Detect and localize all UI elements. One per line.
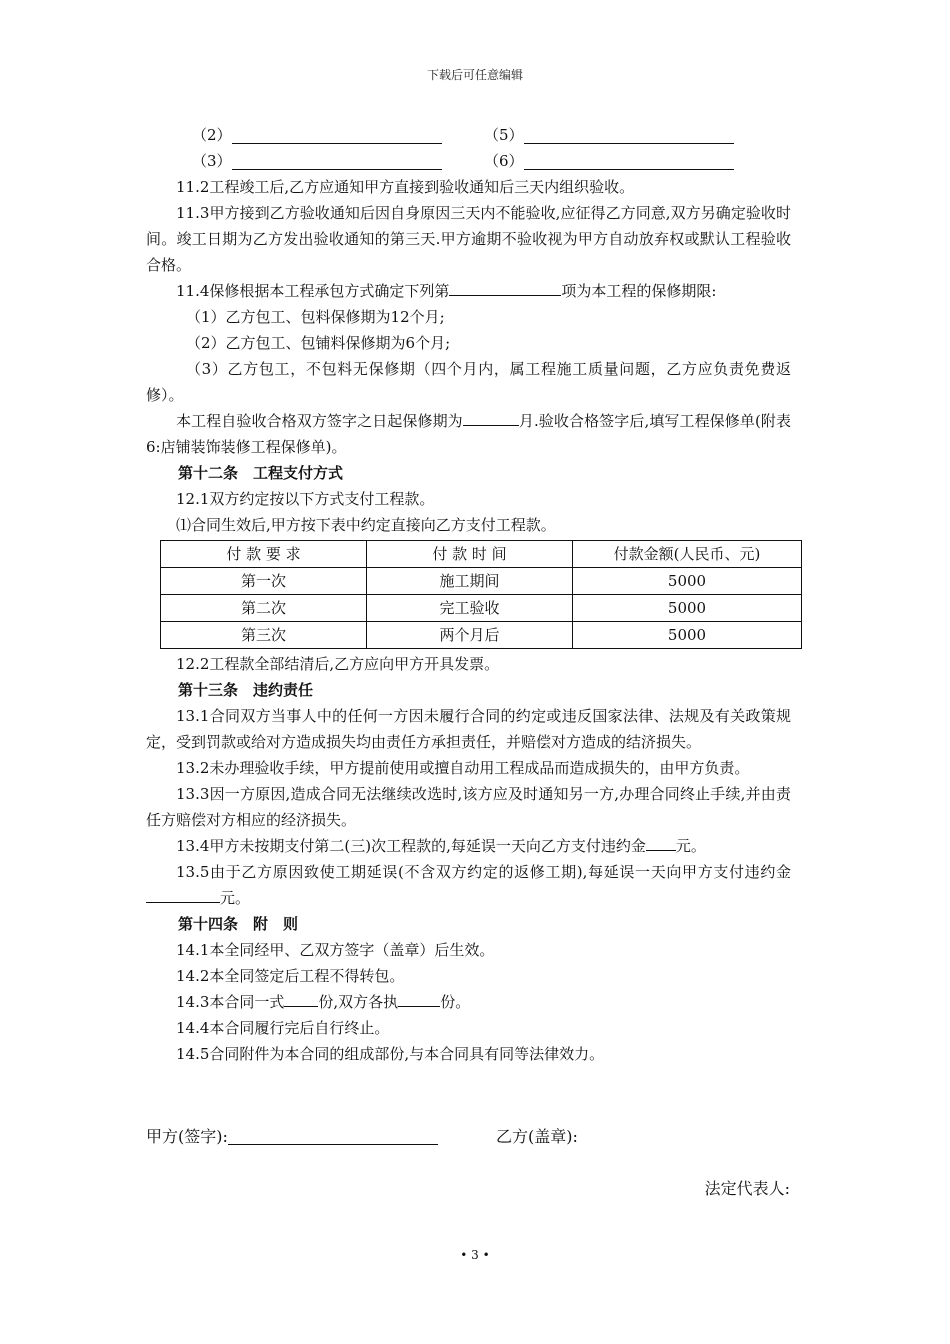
section-14-heading: 第十四条 附 则 [178, 915, 299, 933]
table-cell: 5000 [573, 595, 802, 622]
table-cell: 第一次 [161, 568, 367, 595]
section-13-heading: 第十三条 违约责任 [178, 681, 314, 699]
blank-item: （3） [192, 148, 462, 174]
clause-12-1-1: ⑴合同生效后,甲方按下表中约定直接向乙方支付工程款。 [176, 516, 556, 534]
fill-blank[interactable] [284, 990, 318, 1007]
table-cell: 5000 [573, 568, 802, 595]
table-cell: 两个月后 [367, 622, 573, 649]
blank-item: （2） [192, 122, 462, 148]
clause-12-1: 12.1双方约定按以下方式支付工程款。 [176, 490, 435, 508]
warranty-option-2: （2）乙方包工、包铺料保修期为6个月; [186, 334, 451, 352]
fill-blank[interactable] [524, 127, 734, 144]
clause-11-2: 11.2工程竣工后,乙方应通知甲方直接到验收通知后三天内组织验收。 [176, 178, 635, 196]
table-row [161, 568, 802, 595]
clause-14-4: 14.4本合同履行完后自行终止。 [176, 1019, 390, 1037]
clause-13-3: 13.3因一方原因,造成合同无法继续改选时,该方应及时通知另一方,办理合同终止手续,并由责任方赔偿对方相应的经济损失。 [146, 785, 791, 829]
table-cell: 第二次 [161, 595, 367, 622]
clause-14-1: 14.1本全同经甲、乙双方签字（盖章）后生效。 [176, 941, 495, 959]
clause-12-2: 12.2工程款全部结清后,乙方应向甲方开具发票。 [176, 655, 500, 673]
warranty-option-1: （1）乙方包工、包料保修期为12个月; [186, 308, 445, 326]
blank-item: （6） [484, 148, 754, 174]
clause-14-2: 14.2本全同签定后工程不得转包。 [176, 967, 405, 985]
table-cell: 完工验收 [367, 595, 573, 622]
warranty-option-3: （3）乙方包工，不包料无保修期（四个月内，属工程施工质量问题，乙方应负责免费返修）。 [146, 360, 791, 404]
page-number: • 3 • [460, 1248, 490, 1262]
section-12-heading: 第十二条 工程支付方式 [178, 464, 344, 482]
fill-blank[interactable] [232, 153, 442, 170]
clause-13-2: 13.2未办理验收手续，甲方提前使用或擅自动用工程成品而造成损失的，由甲方负责。 [176, 759, 750, 777]
clause-14-5: 14.5合同附件为本合同的组成部份,与本合同具有同等法律效力。 [176, 1045, 605, 1063]
blank-items-row [146, 122, 791, 148]
table-header-row [161, 541, 802, 568]
payment-table [160, 540, 802, 649]
table-cell: 施工期间 [367, 568, 573, 595]
fill-blank[interactable] [449, 279, 561, 296]
fill-blank[interactable] [463, 409, 519, 426]
table-row [161, 595, 802, 622]
table-header: 付 款 时 间 [367, 541, 573, 568]
signature-blank[interactable] [228, 1126, 438, 1145]
table-header: 付款金额(人民币、元) [573, 541, 802, 568]
clause-13-1: 13.1合同双方当事人中的任何一方因未履行合同的约定或违反国家法律、法规及有关政策规定，受到罚款或给对方造成损失均由责任方承担责任，并赔偿对方造成的结济损失。 [146, 707, 791, 751]
legal-representative: 法定代表人: [704, 1179, 790, 1198]
header-note: 下载后可任意编辑 [426, 68, 523, 82]
fill-blank[interactable] [398, 990, 440, 1007]
table-row [161, 622, 802, 649]
table-cell: 第三次 [161, 622, 367, 649]
table-cell: 5000 [573, 622, 802, 649]
clause-13-4: 13.4甲方未按期支付第二(三)次工程款的,每延误一天向乙方支付违约金 元。 [146, 833, 791, 859]
clause-14-3: 14.3本合同一式 份,双方各执 份。 [146, 989, 791, 1015]
clause-11-3: 11.3甲方接到乙方验收通知后因自身原因三天内不能验收,应征得乙方同意,双方另确定验收时间。竣工日期为乙方发出验收通知的第三天.甲方逾期不验收视为甲方自动放弃权或默认工程验收合格。 [146, 204, 791, 274]
blank-items-row [146, 148, 791, 174]
fill-blank[interactable] [232, 127, 442, 144]
clause-11-4: 11.4保修根据本工程承包方式确定下列第 项为本工程的保修期限: [146, 278, 791, 304]
fill-blank[interactable] [646, 834, 676, 851]
table-header: 付 款 要 求 [161, 541, 367, 568]
fill-blank[interactable] [524, 153, 734, 170]
warranty-period: 本工程自验收合格双方签字之日起保修期为 月.验收合格签字后,填写工程保修单(附表6:店铺装饰装修工程保修单)。 [146, 408, 791, 460]
blank-item: （5） [484, 122, 754, 148]
contract-body [146, 122, 791, 1067]
clause-13-5: 13.5由于乙方原因致使工期延误(不含双方约定的返修工期),每延误一天向甲方支付违约金元。 [146, 859, 791, 911]
party-a-signature: 甲方(签字): [146, 1124, 438, 1147]
fill-blank[interactable] [146, 886, 220, 903]
party-b-signature: 乙方(盖章): [496, 1127, 578, 1146]
